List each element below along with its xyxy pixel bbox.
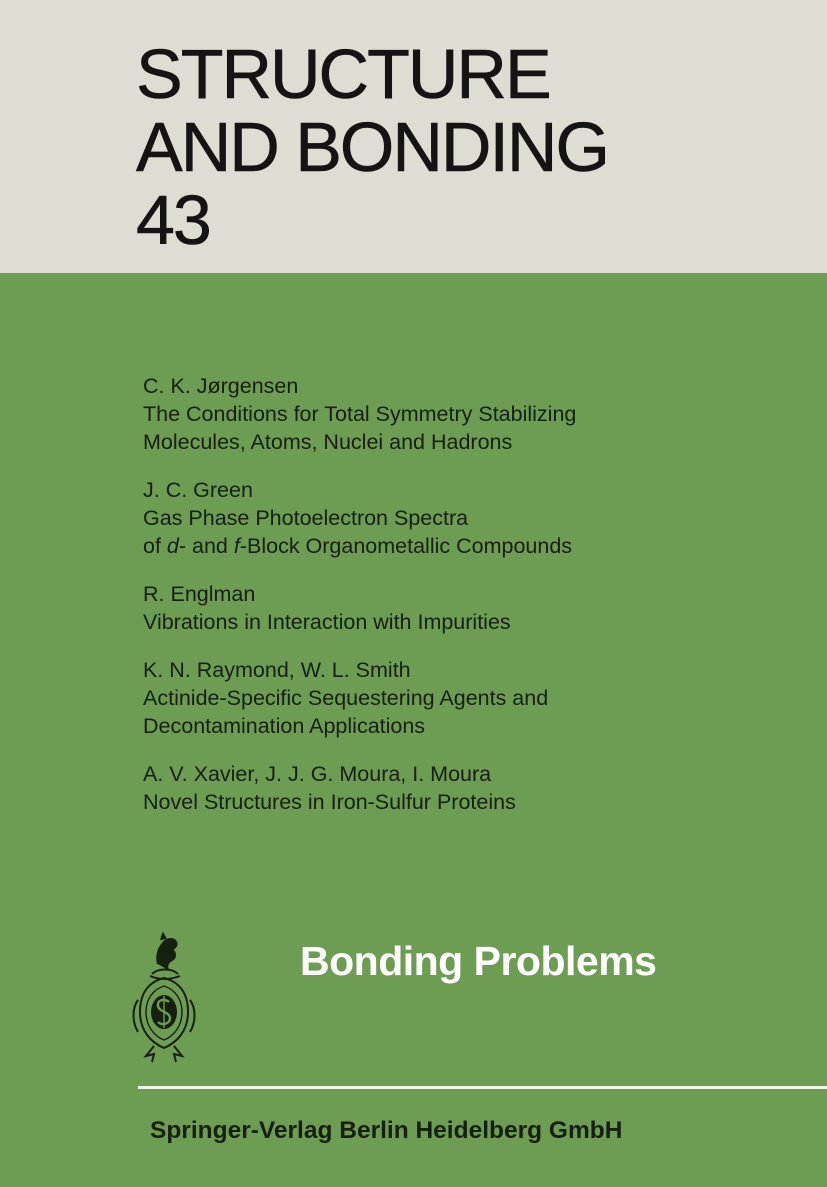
contents-entry-2: [143, 476, 783, 560]
entry-authors: R. Englman: [143, 582, 256, 606]
contents-entry-3: [143, 580, 783, 636]
italic-d: d: [166, 534, 179, 558]
entry-title-line: Actinide-Specific Sequestering Agents and: [143, 686, 549, 710]
series-title-line-1: STRUCTURE: [136, 35, 550, 113]
italic-f: f: [233, 534, 240, 558]
contents-entry-5: [143, 760, 783, 816]
contents-entry-1: [143, 372, 783, 456]
publisher-imprint: Springer-Verlag Berlin Heidelberg GmbH: [150, 1117, 623, 1144]
entry-authors: J. C. Green: [143, 478, 253, 502]
volume-subtitle: Bonding Problems: [300, 938, 657, 984]
entry-title-line: Gas Phase Photoelectron Spectra: [143, 506, 469, 530]
title-text-segment: -Block Organometallic Compounds: [239, 534, 573, 558]
entry-title-line: Molecules, Atoms, Nuclei and Hadrons: [143, 430, 513, 454]
table-of-contents: [143, 372, 783, 836]
title-band: [0, 0, 827, 273]
series-title-line-2: AND BONDING: [136, 108, 608, 186]
divider-rule: [138, 1086, 827, 1089]
entry-authors: K. N. Raymond, W. L. Smith: [143, 658, 411, 682]
entry-authors: A. V. Xavier, J. J. G. Moura, I. Moura: [143, 762, 492, 786]
contents-entry-4: [143, 656, 783, 740]
entry-title-line: Decontamination Applications: [143, 714, 426, 738]
entry-title-line: Vibrations in Interaction with Impurities: [143, 610, 511, 634]
entry-title-line: The Conditions for Total Symmetry Stabilizing: [143, 402, 577, 426]
entry-title-line-rich: [143, 532, 783, 560]
entry-title-line: Novel Structures in Iron-Sulfur Proteins: [143, 790, 516, 814]
volume-number: 43: [136, 181, 210, 259]
entry-authors: C. K. Jørgensen: [143, 374, 299, 398]
springer-knight-logo-icon: [128, 930, 200, 1068]
title-text-segment: of: [143, 534, 167, 558]
series-title: [136, 35, 608, 259]
title-text-segment: - and: [178, 534, 234, 558]
